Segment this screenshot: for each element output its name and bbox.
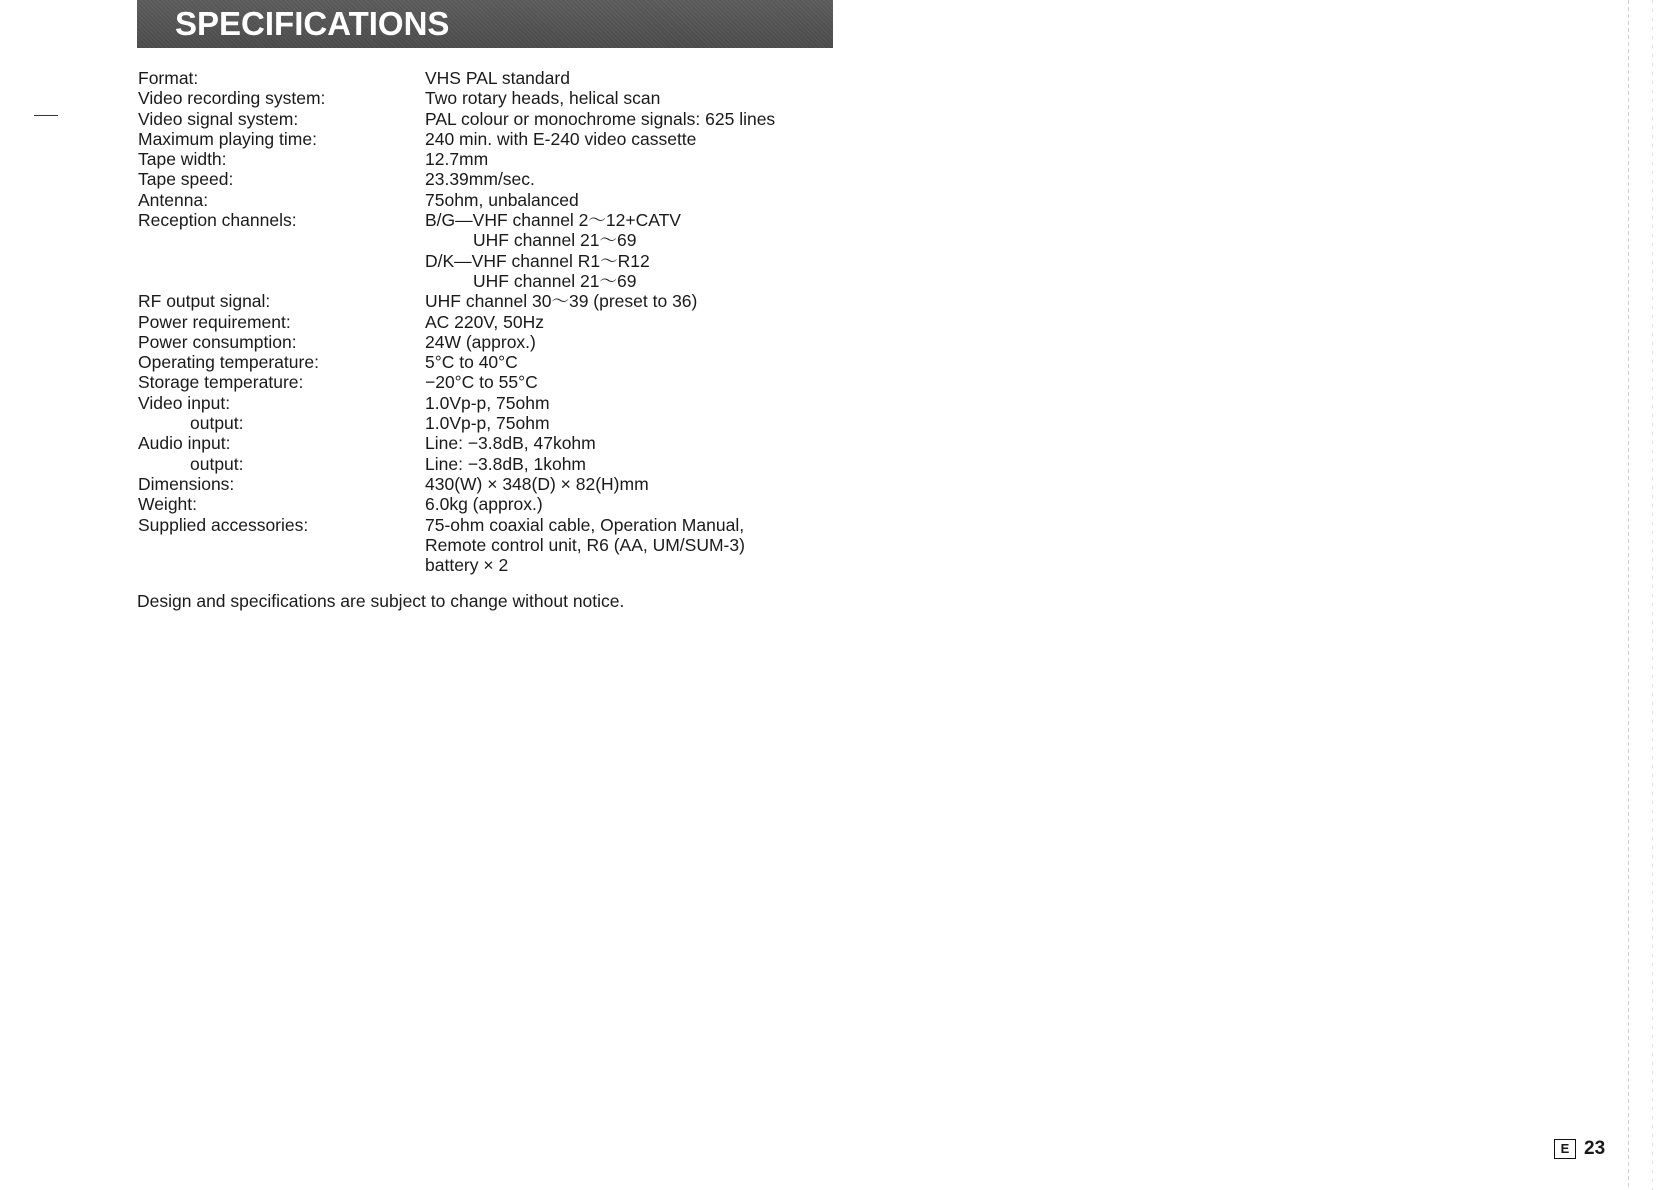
spec-row (138, 190, 858, 210)
spec-value-line: −20°C to 55°C (425, 372, 538, 393)
spec-value (425, 149, 858, 169)
spec-row (138, 474, 858, 494)
spec-label: Audio input: (138, 433, 231, 454)
spec-value (425, 88, 858, 108)
spec-value (425, 68, 858, 88)
spec-row (138, 494, 858, 514)
spec-value-line: D/K—VHF channel R1～R12 (425, 250, 650, 271)
spec-value-line: 1.0Vp-p, 75ohm (425, 413, 550, 434)
spec-value (425, 312, 858, 332)
spec-row (138, 149, 858, 169)
spec-row (138, 129, 858, 149)
page-title: SPECIFICATIONS (175, 5, 450, 42)
spec-value (425, 515, 858, 576)
spec-label: Power requirement: (138, 311, 291, 332)
spec-label: output: (190, 413, 244, 434)
spec-row (138, 169, 858, 189)
spec-value (425, 413, 858, 433)
spec-label: Power consumption: (138, 331, 297, 352)
spec-value (425, 454, 858, 474)
spec-value-line: 6.0kg (approx.) (425, 494, 543, 515)
spec-value-line: 430(W) × 348(D) × 82(H)mm (425, 473, 649, 494)
spec-row (138, 332, 858, 352)
spec-row (138, 312, 858, 332)
spec-value (425, 169, 858, 189)
specifications-table (138, 68, 858, 575)
spec-row (138, 433, 858, 453)
spec-value (425, 372, 858, 392)
spec-value-line: 12.7mm (425, 149, 489, 170)
spec-value-line: VHS PAL standard (425, 68, 570, 88)
spec-label: Video recording system: (138, 88, 326, 109)
spec-label: output: (190, 453, 244, 474)
spec-row (138, 88, 858, 108)
spec-row (138, 413, 858, 433)
section-title-bar (137, 0, 833, 48)
spec-row (138, 372, 858, 392)
spec-value-line: Remote control unit, R6 (AA, UM/SUM-3) (425, 534, 745, 555)
spec-row (138, 109, 858, 129)
language-mark: E (1554, 1139, 1576, 1159)
spec-value-line: 23.39mm/sec. (425, 169, 535, 190)
spec-label: Tape speed: (138, 169, 234, 190)
scan-edge-line-outer (1652, 0, 1653, 1190)
spec-value (425, 210, 858, 291)
spec-value-line: UHF channel 21～69 (473, 270, 637, 291)
spec-label: Storage temperature: (138, 372, 304, 393)
spec-value-line: UHF channel 30～39 (preset to 36) (425, 291, 698, 312)
spec-value (425, 109, 858, 129)
spec-value-line: UHF channel 21～69 (473, 230, 637, 251)
spec-label: Format: (138, 68, 199, 88)
page-footer (1554, 1138, 1605, 1160)
spec-label: Operating temperature: (138, 352, 319, 373)
spec-value (425, 190, 858, 210)
spec-row (138, 210, 858, 291)
spec-row (138, 291, 858, 311)
scan-edge-line (1628, 0, 1629, 1190)
spec-value (425, 474, 858, 494)
spec-value-line: 24W (approx.) (425, 331, 536, 352)
spec-value-line: 240 min. with E-240 video cassette (425, 128, 697, 149)
spec-label: RF output signal: (138, 291, 271, 312)
spec-value (425, 494, 858, 514)
margin-mark (34, 115, 58, 116)
spec-value-line: PAL colour or monochrome signals: 625 lines (425, 108, 776, 129)
spec-value (425, 433, 858, 453)
spec-label: Maximum playing time: (138, 128, 317, 149)
spec-label: Video input: (138, 392, 231, 413)
spec-label: Dimensions: (138, 473, 235, 494)
spec-label: Supplied accessories: (138, 514, 309, 535)
spec-value-line: 75ohm, unbalanced (425, 189, 579, 210)
specifications-notice: Design and specifications are subject to change without notice. (137, 591, 625, 611)
spec-value-line: Two rotary heads, helical scan (425, 88, 661, 109)
spec-value-line: Line: −3.8dB, 47kohm (425, 433, 596, 454)
spec-value-line: B/G—VHF channel 2～12+CATV (425, 210, 681, 231)
spec-value-line: 75-ohm coaxial cable, Operation Manual, (425, 514, 745, 535)
spec-value (425, 129, 858, 149)
page-number: 23 (1584, 1138, 1606, 1159)
spec-value (425, 332, 858, 352)
spec-value-line: Line: −3.8dB, 1kohm (425, 453, 587, 474)
spec-row (138, 393, 858, 413)
spec-label: Reception channels: (138, 210, 297, 231)
spec-label: Weight: (138, 494, 198, 515)
spec-row (138, 68, 858, 88)
spec-value-line: 5°C to 40°C (425, 352, 518, 373)
spec-row (138, 352, 858, 372)
spec-row (138, 515, 858, 576)
spec-row (138, 454, 858, 474)
spec-label: Antenna: (138, 189, 209, 210)
spec-value-line: 1.0Vp-p, 75ohm (425, 392, 550, 413)
spec-value (425, 393, 858, 413)
spec-value-line: AC 220V, 50Hz (425, 311, 545, 332)
spec-value (425, 352, 858, 372)
spec-value-line: battery × 2 (425, 555, 509, 576)
spec-value (425, 291, 858, 311)
spec-label: Tape width: (138, 149, 227, 170)
spec-label: Video signal system: (138, 108, 299, 129)
